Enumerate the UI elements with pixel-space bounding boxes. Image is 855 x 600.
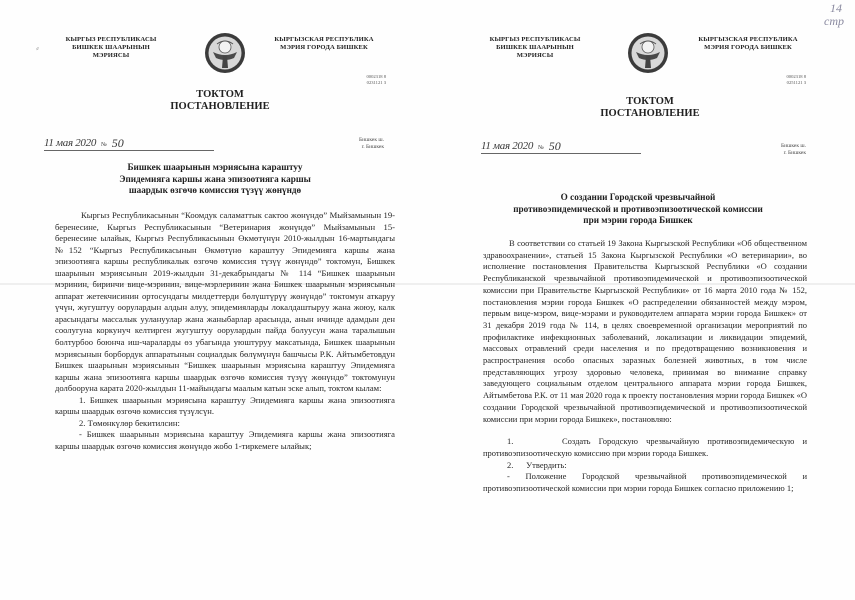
kyrgyz-emblem-icon <box>627 32 669 74</box>
document-body <box>483 238 810 495</box>
document-title-line: О создании Городской чрезвычайной <box>560 192 716 202</box>
clause-1: 1. Бишкек шаарынын мэриясына караштуу Эпидемияга каршы жана эпизоотияга каршы шаардык өзгөчө комиссия түзүлсүн. <box>55 394 395 417</box>
clause-2-item: - Бишкек шаарынын мэриясына караштуу Эпидемияга каршы жана эпизоотияга каршы шаардык өзгөчө комиссия жөнүндө жобо 1-тиркемеге ылайык; <box>55 429 395 451</box>
header-left-line: МЭРИЯСЫ <box>516 52 554 59</box>
document-title-line: при мэрии города Бишкек <box>583 215 693 226</box>
preamble-paragraph: Кыргыз Республикасынын “Коомдук саламаттык сактоо жөнүндө” Мыйзамынын 19-беренесине, Кыргыз Республикасынын “Ветеринария жөнүндө” Мыйзамынын 15-беренесине ылайык, Кыргыз Республикасынын Өкмөтүнүн 2010-жылдын 16-мартындагы №152 “Кыргыз Республикасынын Өкмөтүнө караштуу Эпидемияга каршы жана эпизоотияга каршы республикалык өзгөчө комиссия түзүү жөнүндө” токтомун, Бишкек шаарынын мэриясынын 2019-жылдын 31-декабрындагы № 114 “Бишкек шаарынын мэринин, биринчи вице-мэринин, вице-мэрлеринин жана Бишкек шаарынын мэриясынын аппарат жетекчисинин ортосундагы милдеттерди бөлүштүрүү жөнүндө” токтомун аткаруу үчүн, жугуштуу оорулардын алдын алуу, эпидемияларды локалдаштыруу жана жоюу, калк арасындагы массалык уулануулар жана жаныбарлар арасында, анын ичинде адамдын ден соолугуна коркунуч келтирген жугуштуу оорулардын пайда болуусун жана таралышын болтурбоо боюнча иш-чараларды өз убагында уюштуруу максатында, Бишкек шаарынын мэриясынын борбордук аппаратынын социалдык бөлүмүнүн башчысы Р.К. Айтымбетовдун Бишкек шаарынын мэриясынын “Бишкек шаарынын мэриясына караштуу Эпидемияга каршы жана эпизоотияга каршы шаардык өзгөчө комиссия түзүү жөнүндө” токтомунун долбооруна карата 2020-жылдын 11-майындагы маалым катын эске алып, токтом кылам: <box>55 210 395 394</box>
header-left-line: БИШКЕК ШААРЫНЫН <box>72 44 150 51</box>
document-title-line: противоэпидемической и противоэпизоотической комиссии <box>513 203 763 214</box>
doc-type-line: ПОСТАНОВЛЕНИЕ <box>170 101 270 112</box>
header-left <box>56 36 166 60</box>
header-right-line: КЫРГЫЗСКАЯ РЕСПУБЛИКА <box>698 36 798 43</box>
code-line: 0002318 8 <box>366 74 386 79</box>
doc-type-line: ПОСТАНОВЛЕНИЕ <box>600 108 700 119</box>
header-left <box>480 36 590 60</box>
clause-1: 1. Создать Городскую чрезвычайную противоэпидемическую и противоэпизоотическую комиссию при мэрии города Бишкек. <box>483 436 810 458</box>
handwritten-date: 11 мая 2020 <box>481 140 534 152</box>
code-line: 0002318 8 <box>786 74 806 79</box>
number-label: № <box>538 145 544 151</box>
corner-note-line: 14 <box>830 1 842 15</box>
clause-2: 2. Утвердить: <box>507 459 567 470</box>
header-left-line: БИШКЕК ШААРЫНЫН <box>496 44 574 51</box>
doc-type-line: ТОКТОМ <box>196 89 244 100</box>
document-title-line: Бишкек шаарынын мэриясына караштуу <box>127 162 303 172</box>
city-line: Бишкек ш. <box>781 143 806 149</box>
registration-codes <box>340 74 386 86</box>
document-body <box>55 210 395 452</box>
date-number-line <box>44 135 214 151</box>
header-right <box>688 36 808 52</box>
city-line: г. Бишкек <box>361 144 384 150</box>
code-line: 0251121 3 <box>786 80 806 85</box>
clause-2: 2. Төмөнкүлөр бекитилсин: <box>79 417 180 428</box>
city-line: г. Бишкек <box>783 150 806 156</box>
clause-2-item: - Положение Городской чрезвычайной противоэпидемической и противоэпизоотической комиссии при мэрии города Бишкек согласно приложению 1; <box>483 471 807 494</box>
handwritten-date: 11 мая 2020 <box>44 137 97 149</box>
document-title-line: Эпидемияга каршы жана эпизоотияга каршы <box>119 173 311 184</box>
paragraph-gap <box>483 425 807 436</box>
document-page-russian <box>428 0 855 600</box>
header-right <box>264 36 384 52</box>
date-number-line <box>481 138 641 154</box>
corner-handwritten-note <box>824 2 844 28</box>
doc-type-line: ТОКТОМ <box>626 96 674 107</box>
city-label <box>762 143 806 157</box>
handwritten-number: 50 <box>548 139 561 153</box>
handwritten-number: 50 <box>111 136 124 150</box>
header-left-line: КЫРГЫЗ РЕСПУБЛИКАСЫ <box>65 36 157 43</box>
document-title-line: шаардык өзгөчө комиссия түзүү жөнүндө <box>128 185 302 196</box>
kyrgyz-emblem-icon <box>204 32 246 74</box>
code-line: 0231121 3 <box>366 80 386 85</box>
header-right-line: МЭРИЯ ГОРОДА БИШКЕК <box>704 44 792 51</box>
doc-type-title <box>140 89 300 113</box>
corner-note-line: стр <box>824 14 844 28</box>
header-right-line: МЭРИЯ ГОРОДА БИШКЕК <box>280 44 368 51</box>
registration-codes <box>760 74 806 86</box>
number-label: № <box>101 142 107 148</box>
city-label <box>340 137 384 151</box>
header-right-line: КЫРГЫЗСКАЯ РЕСПУБЛИКА <box>274 36 374 43</box>
city-line: Бишкек ш. <box>359 137 384 143</box>
header-left-line: КЫРГЫЗ РЕСПУБЛИКАСЫ <box>489 36 581 43</box>
preamble-paragraph: В соответствии со статьей 19 Закона Кыргызской Республики «Об общественном здравоохранении», статьей 15 Закона Кыргызской Республики «О ветеринарии», во исполнение постановления Правительства Кыргызской Республики «О создании Республиканской чрезвычайной противоэпидемической и противоэпизоотической комиссии при Правительстве Кыргызской Республики» от 16 марта 2010 года № 152, постановления мэрии города Бишкек «О распределении обязанностей между мэром, первым вице-мэром, вице-мэрами и руководителем аппарата мэрии города Бишкек» от 31 декабря 2019 года № 114, в целях своевременной организации мероприятий по профилактике инфекционных заболеваний, локализации и ликвидации эпидемий, массовых отравлений среди населения и по предотвращению возникновения и распространения особо опасных заразных болезней животных, в том числе представляющих угрозу здоровью человека, принимая во внимание справку заведующего социальным отделом центрального аппарата мэрии города Бишкек, Айтымбетова Р.К. от 11 мая 2020 года к проекту постановления мэрии города Бишкек «О создании Городской чрезвычайной противоэпидемической и противоэпизоотической комиссии при мэрии города Бишкек», постановляю: <box>483 238 807 424</box>
document-title <box>80 162 350 197</box>
stray-mark: ⸗ <box>36 43 39 53</box>
document-title <box>488 192 788 227</box>
doc-type-title <box>570 96 730 120</box>
header-left-line: МЭРИЯСЫ <box>92 52 130 59</box>
